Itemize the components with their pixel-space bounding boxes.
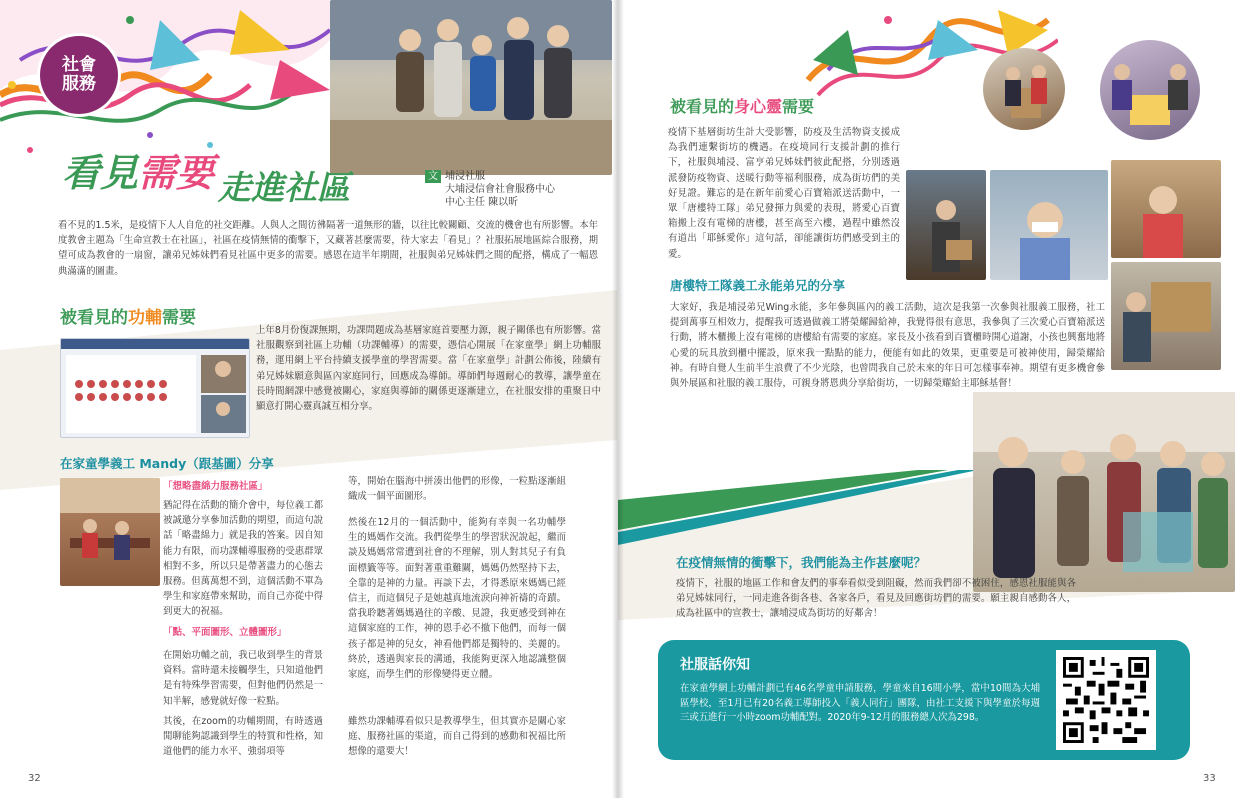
- volunteers-family-photo: [973, 392, 1235, 592]
- section2-part3: 需要: [782, 97, 815, 116]
- column-1: [163, 478, 323, 620]
- qr-code[interactable]: [1056, 650, 1156, 750]
- zoom-screenshot: [60, 338, 250, 438]
- col2-para1: 等，開始在腦海中拼湊出他們的形像，一粒點逐漸組織成一個平面圖形。: [348, 476, 566, 503]
- badge-line2: 服務: [62, 74, 96, 94]
- section3-body: 大家好，我是埔浸弟兄Wing永能，多年參與區內的義工活動，這次是我第一次參與社服義工服務，社工提到萬事互相效力，提醒我可透過做義工將榮耀歸給神，我覺得很有意思，我參與了三次愛心百寶箱派送行動，將木櫃搬上沒有電梯的唐樓給有需要的家庭。家長及小孩看到百寶櫃時開心道謝，小孩也興奮地將心愛的玩具放到櫃中擺設，原來我一點點的能力，便能有如此的效果，更重要是可被神使用，歸榮耀給神。有時自覺人生前半生浪費了不少光陰，也曾問我自己於未來的年日可怎樣事奉神。期望有更多機會參與外展區和社服的義工服侍，可親身將恩典分享給街坊，一切歸榮耀給主耶穌基督！: [670, 302, 1105, 390]
- book-spine: [612, 0, 624, 798]
- sub2-title: 「點、平面圖形、立體圖形」: [163, 627, 287, 638]
- section1-part1: 被看見的: [60, 308, 128, 328]
- article-title: [62, 152, 214, 194]
- byline: [425, 170, 555, 209]
- section4-body: 疫情下，社服的地區工作和會友們的事奉看似受到阻礙，然而我們卻不被困住，感恩社服能與各弟兄姊妹同行，一同走進各街各巷、各家各戶，看見及回應街坊們的需要。願主親自感動各人，成為社區中的宣教士，讓埔浸成為街坊的好鄰舍！: [676, 578, 1076, 620]
- sub1-title: 「想略盡綿力服務社區」: [163, 481, 268, 492]
- share-title: 在家童學義工 Mandy（跟基圖）分享: [60, 456, 274, 471]
- section1-title: [60, 303, 196, 328]
- delivery-circle-photo-2: [1100, 40, 1200, 140]
- byline-tag: 文: [425, 170, 441, 183]
- delivery-photo-3: [906, 170, 986, 280]
- col1-para3: 其後，在zoom的功輔期間，有時透過閒聊能夠認識到學生的特質和性格，知道他們的能力水平、強弱項等: [163, 716, 323, 758]
- article-title-2: 走進社區: [218, 168, 350, 207]
- title-part2: 需要: [138, 151, 215, 195]
- section1-part2: 功輔: [128, 308, 162, 328]
- section4-title: 在疫情無情的衝擊下，我們能為主作甚麼呢？: [676, 555, 927, 570]
- info-box: [658, 640, 1190, 760]
- col1-para1: 猶記得在活動的簡介會中，每位義工都被誠邀分享參加活動的期望，而這句說話「略盡綿力」就是我的答案。因自知能力有限，而功課輔導服務的受惠群眾相對不多，所以只是帶著盡力的心態去服務。但萬萬想不到，這個活動不單為學生和家庭帶來幫助，而自己亦從中得到更大的祝福。: [163, 500, 323, 618]
- byline-line2: 大埔浸信會社會服務中心: [445, 184, 555, 195]
- section2-title: [670, 94, 814, 117]
- byline-org: 埔浸社服: [445, 171, 485, 182]
- column-1b: [163, 624, 323, 638]
- section2-part1: 被看見的: [670, 97, 735, 116]
- col2-para2: 然後在12月的一個活動中，能夠有幸與一名功輔學生的媽媽作交流。我們從學生的學習狀況說起，繼而談及媽媽常常遭到社會的不理解，別人對其兒子有負面標籤等等。面對著重重難關，媽媽仍然堅持下去，全靠的是神的力量。再談下去，才得悉原來媽媽已經信主，而這個兒子是她越真地流淚向神祈禱的奇蹟。當我聆聽著媽媽過往的辛酸、見證，我更感受到神在這個家庭的工作，神的恩手必不撤下他們，而每一個孩子都是神的兒女，神看他們都是獨特的、美麗的。終於，透過與家長的溝通，我能夠更深入地認識整個家庭，而學生們的形像變得更立體。: [348, 517, 566, 681]
- section1-body: 上年8月份復課無期，功課問題成為基層家庭首要壓力源，親子關係也有所影響。當社服觀察到社區上功輔（功課輔導）的需要，憑信心開展「在家童學」網上功輔服務，運用網上平台持續支援學童的學習需要。當「在家童學」計劃公佈後，陸續有弟兄姊妹願意與區內家庭同行，回應成為導師。導師們每週耐心的教導，讓學童在長時間網課中感覺被關心，家庭與導師的關係更逐漸建立，在社服安排的重聚日中顯意打開心靈真誠互相分享。: [256, 325, 601, 413]
- badge-line1: 社會: [62, 55, 96, 75]
- child-photo: [990, 170, 1108, 280]
- child-photo-2: [1111, 160, 1221, 258]
- page-number-left: 32: [28, 773, 41, 784]
- section-badge: [40, 36, 118, 114]
- section1-part3: 需要: [162, 308, 196, 328]
- col1-para2: 在開始功輔之前，我已收到學生的背景資料。當時還未接觸學生，只知道他們是有特殊學習需要，但對他們仍然是一知半解，感覺就好像一粒點。: [163, 650, 323, 707]
- volunteers-group-photo: [330, 0, 612, 175]
- intro-paragraph: 看不見的1.5米，是疫情下人人自危的社交距離。人與人之間彷彿隔著一道無形的牆，以往比較關顧、交流的機會也有所影響。本年度教會主題為「生命宣教士在社區」，社區在疫情無情的衝擊下，又藏著甚麼需要，待大家去「看見」？社服拓展地區綜合服務，期望可成為教會的一扇窗，讓弟兄姊妹們看見社區中更多的需要。感恩在這半年期間，社服與弟兄姊妹們之間的配搭，構成了一幅恩典滿滿的圖畫。: [58, 220, 598, 277]
- right-page: [618, 0, 1235, 798]
- box-delivery-photo: [1111, 262, 1221, 370]
- section2-body: 疫情下基層街坊生計大受影響，防疫及生活物資支援成為我們連繫街坊的機遇。在疫境同行支援計劃的推行下，社服與埔浸、富亨弟兄姊妹們彼此配搭，分別透過派發防疫物資、送暖行動等福利服務，成為街坊們的美好見證。難忘的是在新年前愛心百寶箱派送活動中，一眾「唐樓特工隊」弟兄發揮力與愛的表現，將愛心百寶箱搬上沒有電梯的唐樓，甚至高至六樓，過程中雖然沒有道出「耶穌愛你」這句話，卻能讓街坊們感受到主的愛。: [668, 127, 900, 260]
- info-box-title: 社服話你知: [680, 657, 750, 673]
- classroom-photo: [60, 478, 160, 586]
- qr-code-icon: [1063, 657, 1149, 743]
- section3-title: 唐樓特工隊義工永能弟兄的分享: [670, 278, 846, 293]
- info-box-body: 在家童學網上功輔計劃已有46名學童申請服務，學童來自16間小學，當中10間為大埔區學校，至1月已有20名義工導師投入「義人同行」團隊，由社工支援下與學童於每週三或五進行一小時zoom功輔配對。2020年9-12月的服務總人次為298。: [680, 683, 1040, 724]
- page-number-right: 33: [1203, 773, 1216, 784]
- delivery-circle-photo-1: [983, 48, 1065, 130]
- col2-para3: 雖然功課輔導看似只是教導學生，但其實亦是關心家庭、服務社區的渠道，而自己得到的感動和祝福比所想像的還要大！: [348, 716, 566, 758]
- section2-part2: 身心靈: [734, 97, 783, 116]
- byline-line3: 中心主任 陳以昕: [445, 197, 519, 208]
- title-part1: 看見: [62, 151, 139, 195]
- left-page: [0, 0, 617, 798]
